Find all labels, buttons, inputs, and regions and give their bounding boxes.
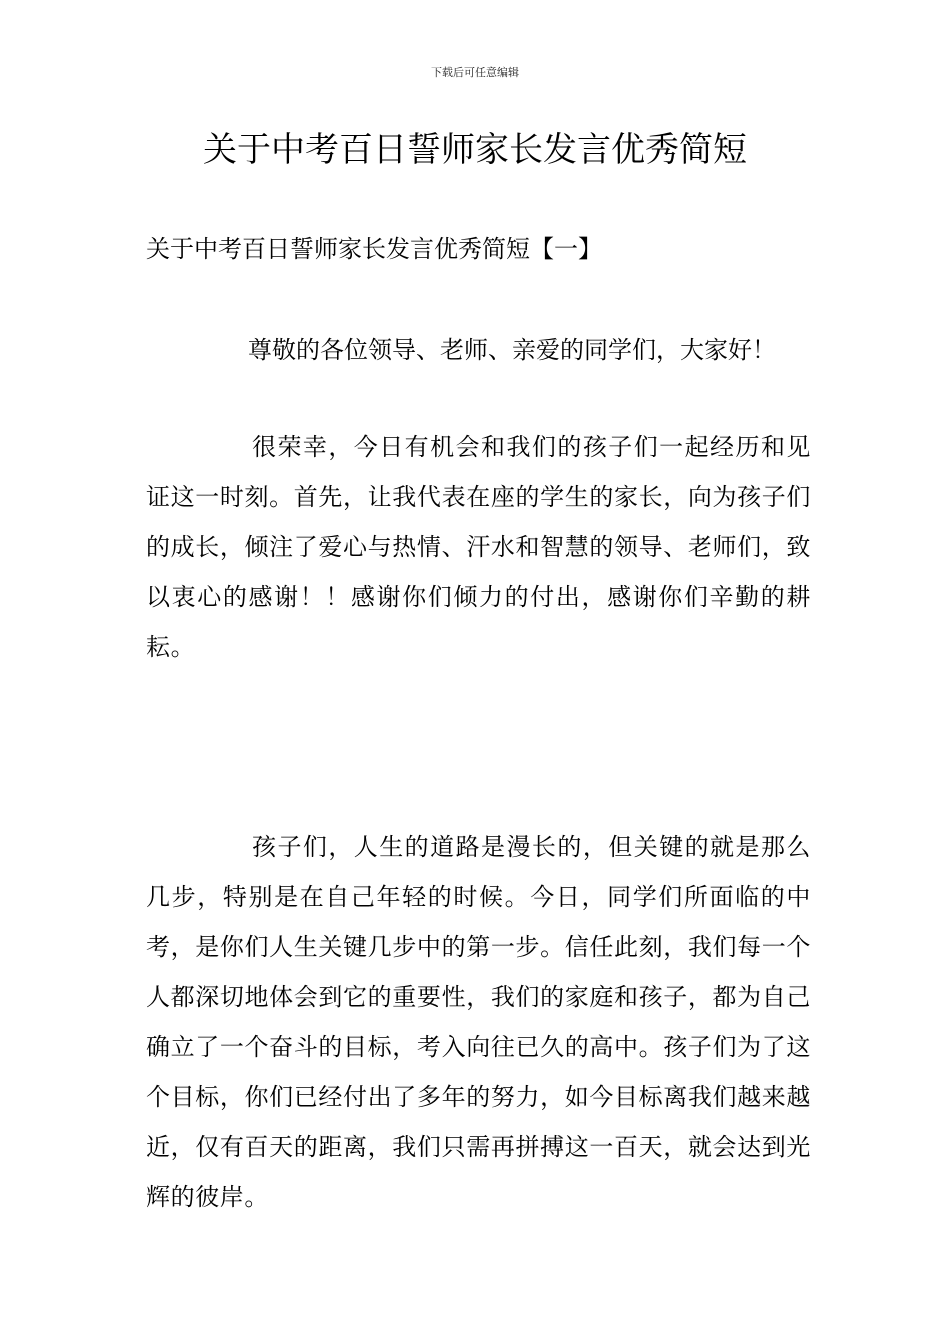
section-heading: 关于中考百日誓师家长发言优秀简短【一】 — [146, 235, 602, 263]
paragraph-1: 很荣幸，今日有机会和我们的孩子们一起经历和见证这一时刻。首先，让我代表在座的学生的家长，向为孩子们的成长，倾注了爱心与热情、汗水和智慧的领导、老师们，致以衷心的感谢！！感谢你们倾力的付出，感谢你们辛勤的耕耘。 — [146, 433, 811, 661]
salutation: 尊敬的各位领导、老师、亲爱的同学们，大家好！ — [248, 336, 776, 364]
paragraph-2: 孩子们，人生的道路是漫长的，但关键的就是那么几步，特别是在自己年轻的时候。今日，同学们所面临的中考，是你们人生关键几步中的第一步。信任此刻，我们每一个人都深切地体会到它的重要性，我们的家庭和孩子，都为自己确立了一个奋斗的目标，考入向往已久的高中。孩子们为了这个目标，你们已经付出了多年的努力，如今目标离我们越来越近，仅有百天的距离，我们只需再拼搏这一百天，就会达到光辉的彼岸。 — [146, 833, 811, 1211]
header-note: 下载后可任意编辑 — [431, 66, 519, 79]
document-title: 关于中考百日誓师家长发言优秀简短 — [203, 130, 747, 170]
